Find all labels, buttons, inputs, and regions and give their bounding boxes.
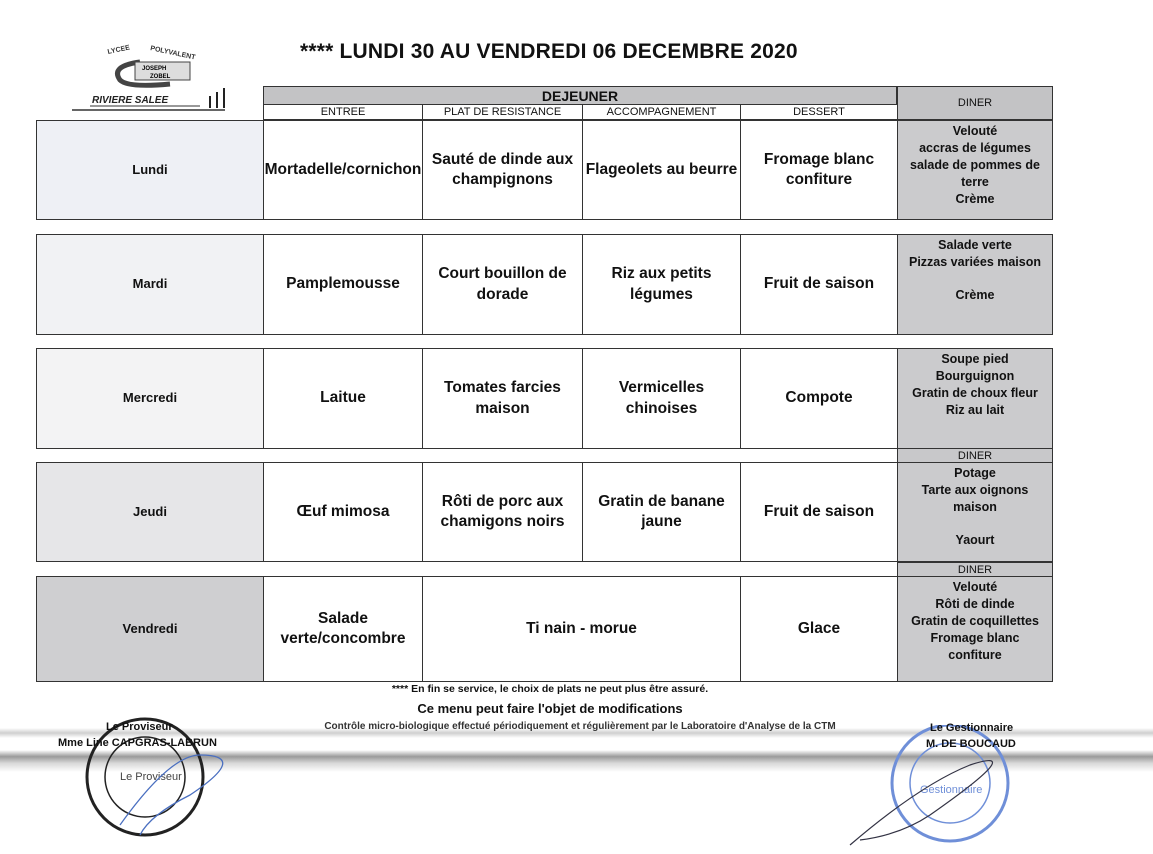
col-header-plat: PLAT DE RESISTANCE [422,104,583,120]
diner-item: salade de pommes de terre [910,157,1040,189]
school-logo [70,40,230,112]
gestionnaire-name: M. DE BOUCAUD [926,738,1016,750]
col-header-accompagnement: ACCOMPAGNEMENT [582,104,741,120]
day-cell-lundi: Lundi [36,120,264,220]
col-header-dessert: DESSERT [740,104,898,120]
diner-cell [897,348,1053,449]
diner-item: Soupe pied [941,352,1009,366]
accomp-cell: Riz aux petits légumes [582,234,741,335]
accomp-cell: Gratin de banane jaune [582,462,741,562]
dejeuner-header: DEJEUNER [263,86,897,105]
diner-item: Fromage blanc [930,630,1020,645]
diner-cell [897,462,1053,562]
plat-cell: Sauté de dinde aux champignons [422,120,583,220]
diner-item: Potage [954,466,996,480]
footer-note-service: **** En fin se service, le choix de plats ne peut plus être assuré. [391,683,709,695]
diner-item: Salade verte [938,238,1012,252]
diner-item: Tarte aux oignons [921,482,1029,497]
diner-cell [897,120,1053,220]
accomp-cell: Flageolets au beurre [582,120,741,220]
gestionnaire-role: Le Gestionnaire [930,722,1014,734]
diner-item: Bourguignon [935,368,1015,383]
dessert-cell: Fruit de saison [740,234,898,335]
diner-item: Pizzas variées maison [908,254,1042,269]
plat-cell: Court bouillon de dorade [422,234,583,335]
day-cell-mardi: Mardi [36,234,264,335]
day-cell-jeudi: Jeudi [36,462,264,562]
svg-text:RIVIERE SALEE: RIVIERE SALEE [92,95,169,106]
dessert-cell: Compote [740,348,898,449]
diner-item: Velouté [952,580,998,594]
dessert-cell: Fromage blanc confiture [740,120,898,220]
dessert-cell: Glace [740,576,898,682]
day-cell-mercredi: Mercredi [36,348,264,449]
proviseur-role: Le Proviseur [106,721,173,733]
svg-text:Gestionnaire: Gestionnaire [920,784,983,796]
svg-text:POLYVALENT: POLYVALENT [149,45,196,62]
diner-item: Riz au lait [945,402,1005,417]
diner-cell [897,576,1053,682]
svg-text:ZOBEL: ZOBEL [150,74,171,80]
footer-note-control: Contrôle micro-biologique effectué périodiquement et régulièrement par le Laboratoire d'Analyse de la CTM [324,721,836,732]
entree-cell: Pamplemousse [263,234,423,335]
diner-item: confiture [948,647,1002,662]
diner-item: Gratin de coquillettes [911,613,1039,628]
diner-item: Crème [955,287,995,302]
plat-cell: Rôti de porc aux chamigons noirs [422,462,583,562]
entree-cell: Mortadelle/cornichon [263,120,423,220]
svg-text:JOSEPH: JOSEPH [142,66,167,72]
diner-item: Gratin de choux fleur [912,385,1038,400]
footer-note-modifications: Ce menu peut faire l'objet de modifications [417,701,683,716]
diner-item: Yaourt [955,532,995,547]
diner-item: accras de légumes [919,140,1031,155]
day-cell-vendredi: Vendredi [36,576,264,682]
diner-subheader: DINER [897,562,1053,577]
proviseur-name: Mme Line CAPGRAS-LABRUN [58,737,217,749]
accomp-cell: Vermicelles chinoises [582,348,741,449]
dessert-cell: Fruit de saison [740,462,898,562]
plat-accompagnement-cell: Ti nain - morue [422,576,741,682]
diner-subheader: DINER [897,448,1053,463]
diner-item: Crème [955,191,995,206]
diner-cell [897,234,1053,335]
col-header-entree: ENTREE [263,104,423,120]
diner-item: Rôti de dinde [935,596,1015,611]
page-title: **** LUNDI 30 AU VENDREDI 06 DECEMBRE 2020 [300,40,798,63]
diner-item: maison [953,499,997,514]
proviseur-stamp-icon [80,715,270,845]
diner-item: Velouté [952,124,998,138]
entree-cell: Laitue [263,348,423,449]
plat-cell: Tomates farcies maison [422,348,583,449]
entree-cell: Œuf mimosa [263,462,423,562]
entree-cell: Salade verte/concombre [263,576,423,682]
diner-header: DINER [897,86,1053,120]
svg-text:Le Proviseur: Le Proviseur [120,771,182,783]
svg-text:LYCEE: LYCEE [106,44,131,56]
